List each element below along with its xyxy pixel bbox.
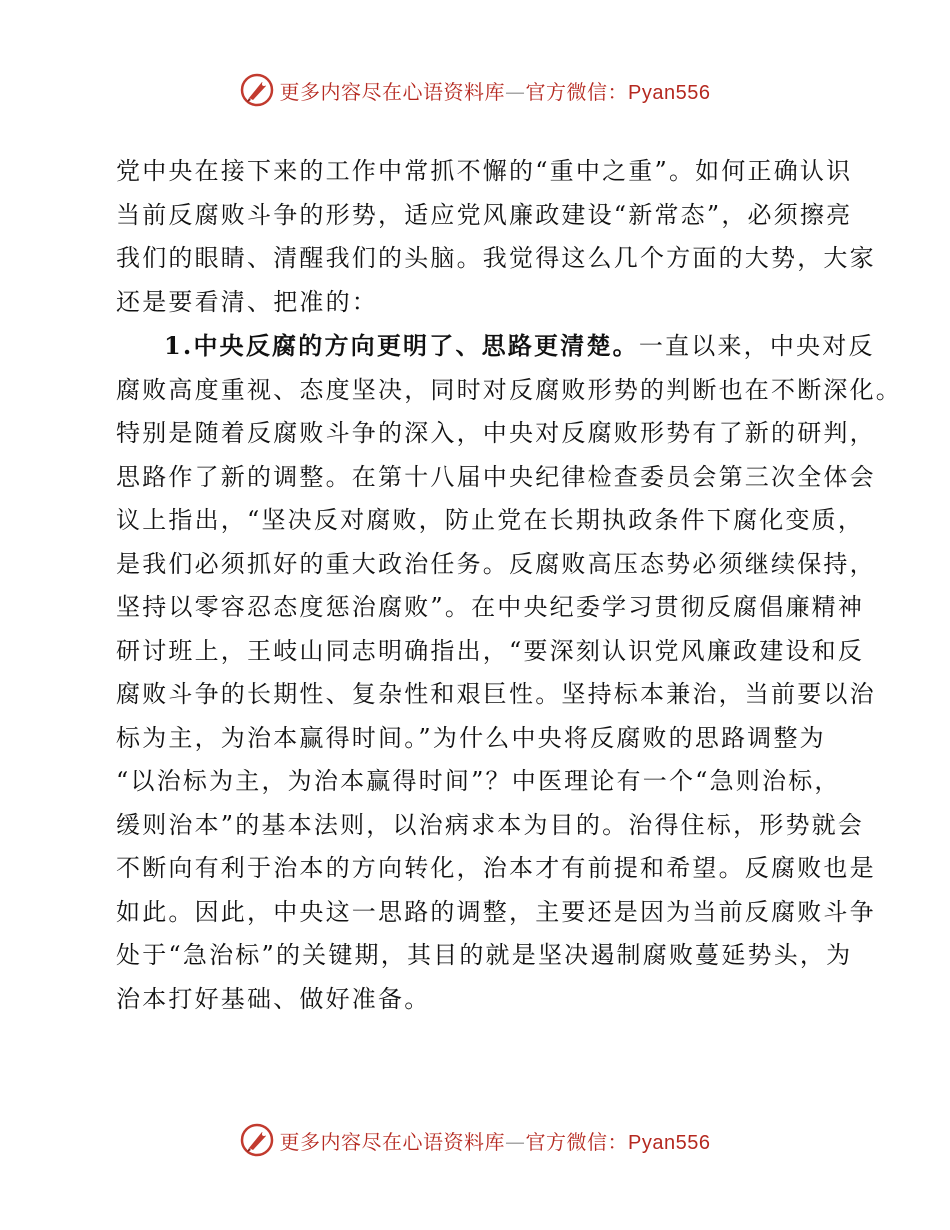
text-line: 特别是随着反腐败斗争的深入，中央对反腐败形势有了新的研判，	[116, 419, 876, 447]
paragraph-intro	[116, 150, 876, 324]
text-line: 坚持以零容忍态度惩治腐败”。在中央纪委学习贯彻反腐倡廉精神	[116, 593, 865, 621]
banner-title: 更多内容尽在心语资料库	[279, 79, 506, 104]
banner-wechat-id: Pyan556	[628, 81, 711, 104]
banner-text	[280, 76, 711, 105]
text-line: 腐败高度重视、态度坚决，同时对反腐败形势的判断也在不断深化。	[116, 375, 902, 404]
banner-title: 更多内容尽在心语资料库	[279, 1129, 506, 1154]
text-line: 思路作了新的调整。在第十八届中央纪律检查委员会第三次全体会	[116, 462, 876, 491]
text-line: 治本打好基础、做好准备。	[116, 984, 431, 1013]
text-line: 不断向有利于治本的方向转化，治本才有前提和希望。反腐败也是	[116, 854, 876, 882]
pen-logo-icon	[240, 1123, 274, 1157]
text-line: 还是要看清、把准的：	[116, 287, 378, 316]
banner-text	[280, 1126, 711, 1155]
paragraph-section-1	[116, 324, 902, 1021]
text-line: 处于“急治标”的关键期，其目的就是坚决遏制腐败蔓延势头，为	[116, 941, 853, 969]
section-first-line-text: 一直以来，中央对反	[638, 332, 875, 360]
banner-wechat-label: 官方微信：	[525, 1129, 629, 1154]
banner-separator: —	[505, 1129, 526, 1154]
text-line: 党中央在接下来的工作中常抓不懈的“重中之重”。如何正确认识	[116, 157, 853, 185]
section-first-line	[116, 324, 875, 369]
section-heading: 1.中央反腐的方向更明了、思路更清楚。	[164, 331, 639, 360]
text-line: 研讨班上，王岐山同志明确指出，“要深刻认识党风廉政建设和反	[116, 636, 865, 665]
text-line: 我们的眼睛、清醒我们的头脑。我觉得这么几个方面的大势，大家	[116, 244, 876, 272]
document-body	[116, 150, 902, 1021]
banner-wechat-id: Pyan556	[628, 1131, 711, 1154]
text-line: 议上指出，“坚决反对腐败，防止党在长期执政条件下腐化变质，	[116, 506, 865, 534]
text-line: “以治标为主，为治本赢得时间”？中医理论有一个“急则治标，	[116, 767, 841, 795]
text-line: 标为主，为治本赢得时间。”为什么中央将反腐败的思路调整为	[116, 723, 826, 752]
text-line: 是我们必须抓好的重大政治任务。反腐败高压态势必须继续保持，	[116, 549, 876, 578]
text-line: 腐败斗争的长期性、复杂性和艰巨性。坚持标本兼治，当前要以治	[116, 680, 876, 708]
footer-banner	[0, 1120, 950, 1160]
text-line: 当前反腐败斗争的形势，适应党风廉政建设“新常态”，必须擦亮	[116, 200, 853, 229]
banner-separator: —	[505, 79, 526, 104]
pen-logo-icon	[240, 73, 274, 107]
text-line: 如此。因此，中央这一思路的调整，主要还是因为当前反腐败斗争	[116, 897, 876, 926]
text-line: 缓则治本”的基本法则，以治病求本为目的。治得住标，形势就会	[116, 810, 865, 839]
header-banner	[0, 70, 950, 110]
banner-wechat-label: 官方微信：	[525, 79, 629, 104]
